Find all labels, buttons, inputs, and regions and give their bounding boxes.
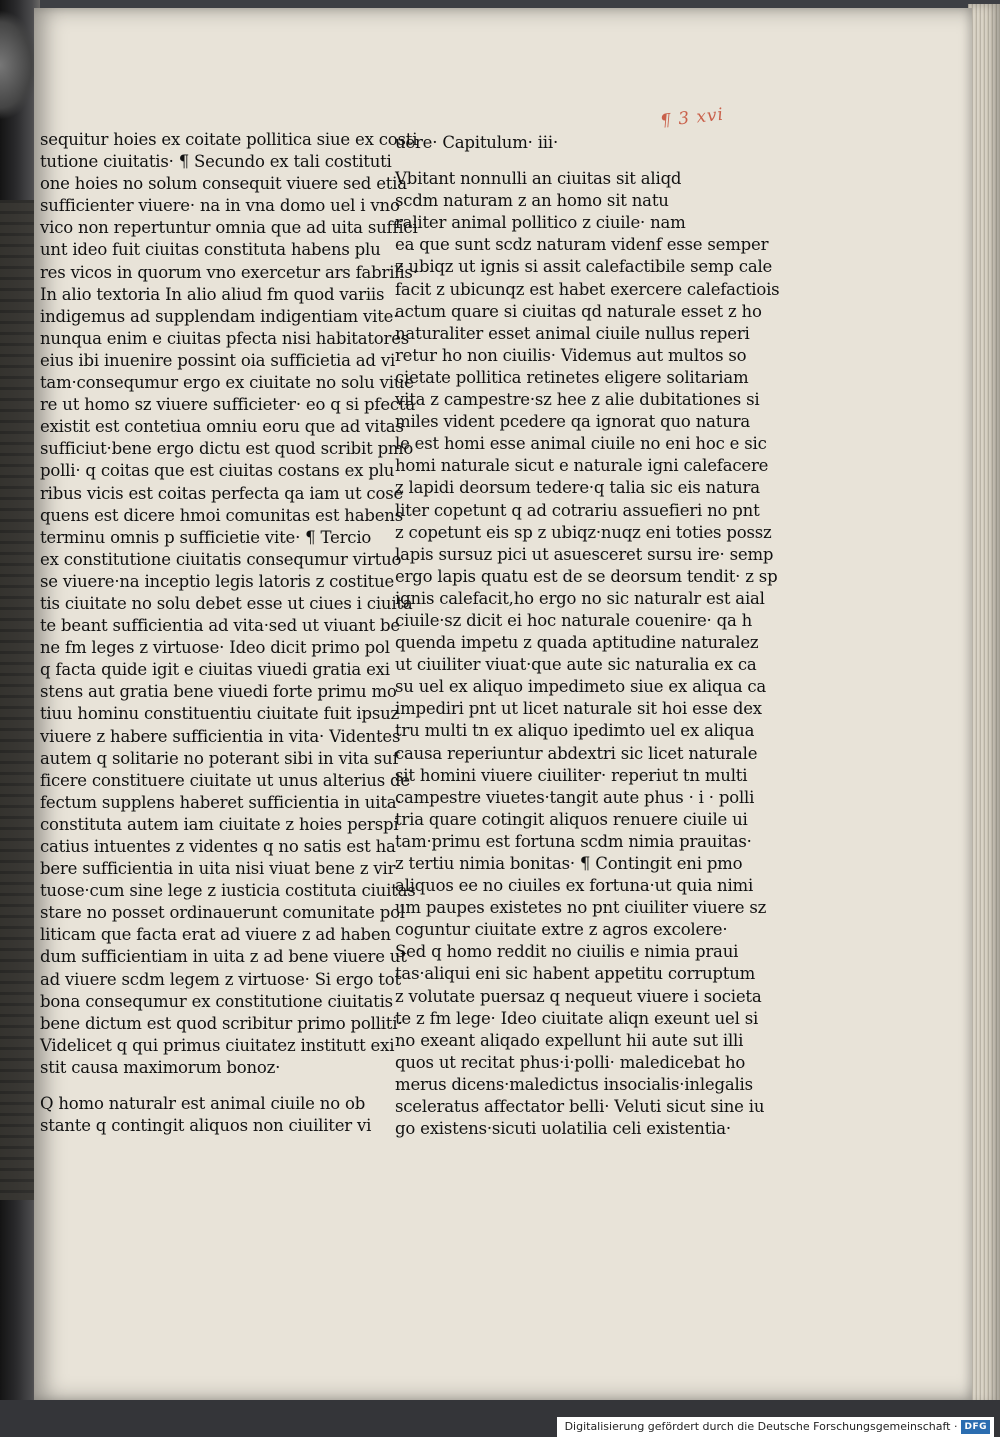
text-line: z tertiu nimia bonitas· ¶ Contingit eni pmo [395, 854, 743, 873]
text-line: Q homo naturalr est animal ciuile no ob [40, 1094, 366, 1114]
text-line: ignis calefacit,ho ergo no sic naturalr est aial [395, 588, 765, 608]
left-text-column [40, 129, 418, 1137]
text-line: quens est dicere hmoi comunitas est habens [40, 505, 403, 525]
text-line: vita z campestre·sz hee z alie dubitationes si [395, 390, 760, 410]
text-line: tria quare cotingit aliquos renuere ciuile ui [395, 809, 748, 829]
text-line: tam·consequmur ergo ex ciuitate no solu viue [40, 373, 414, 393]
text-line: z volutate puersaz q nequeut viuere i societa [395, 986, 762, 1006]
text-line: lapis sursuz pici ut asuesceret sursu ire· semp [395, 544, 774, 564]
text-line: nunqua enim e ciuitas pfecta nisi habitatores [40, 328, 410, 348]
line-gap [395, 154, 740, 168]
text-line: tru multi tn ex aliquo ipedimto uel ex aliqua [395, 721, 755, 741]
text-line: ficere constituere ciuitate ut unus alterius de [40, 770, 410, 790]
text-line: catius intuentes z videntes q no satis est ha [40, 837, 396, 856]
text-line: causa reperiuntur abdextri sic licet naturale [395, 743, 758, 763]
text-line: dum sufficientiam in uita z ad bene viuere ut [40, 947, 407, 967]
text-line: tam·primu est fortuna scdm nimia prauitas· [395, 831, 752, 851]
text-line: viuere z habere sufficientia in vita· Videntes [40, 726, 401, 746]
text-line: se viuere·na inceptio legis latoris z costitue [40, 571, 395, 591]
text-line: one hoies no solum consequit viuere sed etia [40, 174, 407, 194]
digitization-credit [557, 1417, 994, 1437]
text-line: terminu omnis p sufficietie vite· ¶ Tercio [40, 527, 372, 547]
text-line: re ut homo sz viuere sufficieter· eo q si pfecta [40, 395, 415, 415]
text-line: sufficiut·bene ergo dictu est quod scribit pmo [40, 439, 414, 459]
text-line: tas·aliqui eni sic habent appetitu corruptum [395, 964, 756, 984]
text-line: impediri pnt ut licet naturale sit hoi esse dex [395, 699, 762, 719]
footer-text: Digitalisierung gefördert durch die Deutsche Forschungsgemeinschaft · [564, 1420, 958, 1433]
text-line: naturaliter esset animal ciuile nullus reperi [395, 323, 750, 343]
text-line: miles vident pcedere qa ignorat quo natura [395, 412, 750, 432]
text-line: q facta quide igit e ciuitas viuedi gratia exi [40, 660, 390, 680]
page-edge-stack [968, 4, 1000, 1404]
text-line: go existens·sicuti uolatilia celi existentia· [395, 1119, 731, 1139]
text-line: aliquos ee no ciuiles ex fortuna·ut quia nimi [395, 876, 754, 896]
text-line: z lapidi deorsum tedere·q talia sic eis natura [395, 478, 760, 498]
text-line: retur ho non ciuilis· Videmus aut multos so [395, 345, 747, 365]
text-line: te beant sufficientia ad vita·sed ut viuant be [40, 616, 400, 636]
text-line: fectum supplens haberet sufficientia in uita· [40, 792, 402, 812]
text-line: indigemus ad supplendam indigentiam vite· [40, 306, 399, 326]
text-line: stit causa maximorum bonoz· [40, 1057, 281, 1077]
text-line: campestre viuetes·tangit aute phus · i · polli [395, 787, 755, 807]
right-text-column [395, 132, 780, 1140]
text-line: merus dicens·maledictus insocialis·inlegalis [395, 1074, 753, 1094]
text-line: stare no posset ordinauerunt comunitate pol [40, 903, 405, 923]
text-line: cietate pollitica retinetes eligere solitariam [395, 367, 749, 387]
text-line: sufficienter viuere· na in vna domo uel i vno [40, 196, 400, 216]
text-line: raliter animal pollitico z ciuile· nam [395, 213, 686, 233]
text-line: su uel ex aliquo impedimeto siue ex aliqua ca [395, 677, 767, 697]
text-line: ut ciuiliter viuat·que aute sic naturalia ex ca [395, 655, 757, 675]
text-line: ea que sunt scdz naturam videnf esse semper [395, 235, 769, 255]
text-line: In alio textoria In alio aliud fm quod variis [40, 284, 385, 304]
text-line: Sed q homo reddit no ciuilis e nimia praui [395, 942, 739, 962]
text-line: ex constitutione ciuitatis consequmur virtuo [40, 549, 402, 569]
text-line: existit est contetiua omniu eoru que ad vitas [40, 417, 404, 437]
dfg-logo-icon: DFG [961, 1420, 990, 1434]
text-line: sit homini viuere ciuiliter· reperiut tn multi [395, 765, 748, 785]
text-line: ne fm leges z virtuose· Ideo dicit primo pol [40, 638, 390, 658]
text-line: tuose·cum sine lege z iusticia costituta ciuitas [40, 881, 416, 901]
text-line: constituta autem iam ciuitate z hoies perspi [40, 814, 399, 834]
text-line: uere· Capitulum· iii· [395, 133, 559, 152]
text-line: unt ideo fuit ciuitas constituta habens plu [40, 240, 381, 260]
text-line: coguntur ciuitate extre z agros excolere· [395, 920, 728, 940]
text-line: sequitur hoies ex coitate pollitica siue ex costi [40, 130, 418, 149]
text-line: Vbitant nonnulli an ciuitas sit aliqd [395, 169, 682, 189]
text-line: tutione ciuitatis· ¶ Secundo ex tali costituti [40, 152, 392, 172]
text-line: liter copetunt q ad cotrariu assuefieri no pnt [395, 500, 760, 520]
handwritten-folio-note: ¶ 3 xvi [659, 104, 725, 132]
text-line: autem q solitarie no poterant sibi in vita suf [40, 748, 399, 768]
text-line: scdm naturam z an homo sit natu [395, 191, 669, 211]
text-line: vico non repertuntur omnia que ad uita suffici [40, 218, 418, 238]
text-line: ad viuere scdm legem z virtuose· Si ergo tot [40, 969, 401, 989]
text-line: res vicos in quorum vno exercetur ars fabrilis· [40, 262, 418, 282]
text-line: eius ibi inuenire possint oia sufficietia ad vi [40, 350, 396, 370]
text-line: homi naturale sicut e naturale igni calefacere [395, 456, 769, 476]
text-line: z copetunt eis sp z ubiqz·nuqz eni toties possz [395, 522, 772, 542]
text-line: le est homi esse animal ciuile no eni hoc e sic [395, 434, 767, 454]
text-line: um paupes existetes no pnt ciuiliter viuere sz [395, 898, 767, 918]
text-line: polli· q coitas que est ciuitas costans ex plu [40, 461, 395, 481]
text-line: quenda impetu z quada aptitudine naturalez [395, 633, 759, 653]
text-line: tis ciuitate no solu debet esse ut ciues i ciuita [40, 593, 413, 613]
line-gap [40, 1079, 380, 1093]
text-line: bene dictum est quod scribitur primo polliti· [40, 1013, 403, 1033]
text-line: te z fm lege· Ideo ciuitate aliqn exeunt uel si [395, 1008, 759, 1028]
text-line: ciuile·sz dicit ei hoc naturale couenire· qa h [395, 610, 753, 630]
text-line: facit z ubicunqz est habet exercere calefactiois [395, 279, 780, 299]
text-line: stante q contingit aliquos non ciuiliter vi [40, 1116, 372, 1136]
previous-page-edge [0, 200, 34, 1200]
text-line: liticam que facta erat ad viuere z ad haben [40, 925, 391, 945]
text-line: Videlicet q qui primus ciuitatez institutt exi [40, 1035, 395, 1055]
text-line: quos ut recitat phus·i·polli· maledicebat ho [395, 1052, 746, 1072]
text-line: ergo lapis quatu est de se deorsum tendit· z sp [395, 566, 778, 586]
text-line: z ubiqz ut ignis si assit calefactibile semp cale [395, 257, 773, 277]
text-line: ribus vicis est coitas perfecta qa iam ut cose [40, 483, 404, 503]
text-line: sceleratus affectator belli· Veluti sicut sine iu [395, 1097, 765, 1117]
text-line: tiuu hominu constituentiu ciuitate fuit ipsuz [40, 704, 400, 724]
text-line: stens aut gratia bene viuedi forte primu mo [40, 682, 397, 702]
text-line: bona consequmur ex constitutione ciuitatis [40, 991, 393, 1011]
text-line: actum quare si ciuitas qd naturale esset z ho [395, 301, 762, 321]
text-line: no exeant aliqado expellunt hii aute sut illi [395, 1030, 744, 1050]
text-line: bere sufficientia in uita nisi viuat bene z vir [40, 859, 396, 879]
